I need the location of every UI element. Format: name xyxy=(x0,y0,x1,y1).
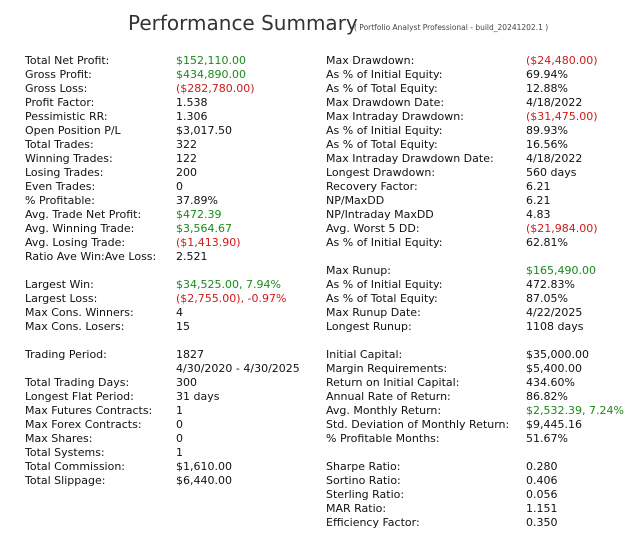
metric-label: Largest Win: xyxy=(25,278,94,291)
metric-label: As % of Initial Equity: xyxy=(326,278,443,291)
metric-value: 31 days xyxy=(176,390,220,403)
metric-value: $472.39 xyxy=(176,208,222,221)
metric-value: 0 xyxy=(176,180,183,193)
metric-value: 0.056 xyxy=(526,488,558,501)
metric-value: 89.93% xyxy=(526,124,568,137)
metric-label: Trading Period: xyxy=(25,348,107,361)
metric-label: Largest Loss: xyxy=(25,292,98,305)
metric-label: Losing Trades: xyxy=(25,166,104,179)
metric-label: Longest Runup: xyxy=(326,320,412,333)
metric-value: $3,017.50 xyxy=(176,124,232,137)
metric-value: 0 xyxy=(176,418,183,431)
build-subtitle: ( Portfolio Analyst Professional - build_20241202.1 ) xyxy=(354,23,549,32)
metric-value: ($1,413.90) xyxy=(176,236,241,249)
metric-label: Total Net Profit: xyxy=(25,54,110,67)
metric-value: $2,532.39, 7.24% xyxy=(526,404,624,417)
metric-label: Initial Capital: xyxy=(326,348,403,361)
metric-value: 1827 xyxy=(176,348,204,361)
metric-label: % Profitable Months: xyxy=(326,432,440,445)
metric-value: 322 xyxy=(176,138,197,151)
metric-value: ($282,780.00) xyxy=(176,82,255,95)
metric-label: Longest Flat Period: xyxy=(25,390,134,403)
metric-value: 0.350 xyxy=(526,516,558,529)
metric-value: 37.89% xyxy=(176,194,218,207)
metric-value: 4/22/2025 xyxy=(526,306,583,319)
page-title: Performance Summary xyxy=(128,11,358,35)
metric-label: Max Cons. Losers: xyxy=(25,320,125,333)
metric-label: Total Trading Days: xyxy=(25,376,130,389)
metric-label: Max Runup: xyxy=(326,264,391,277)
metric-value: ($2,755.00), -0.97% xyxy=(176,292,287,305)
metric-label: Std. Deviation of Monthly Return: xyxy=(326,418,510,431)
metric-label: Avg. Winning Trade: xyxy=(25,222,135,235)
metric-label: Avg. Losing Trade: xyxy=(25,236,126,249)
metric-label: Gross Profit: xyxy=(25,68,92,81)
metric-label: NP/MaxDD xyxy=(326,194,385,207)
metric-label: As % of Initial Equity: xyxy=(326,68,443,81)
metric-value: 122 xyxy=(176,152,197,165)
metric-label: Max Shares: xyxy=(25,432,93,445)
metric-label: Open Position P/L xyxy=(25,124,121,137)
metric-value: $152,110.00 xyxy=(176,54,246,67)
metric-value: $34,525.00, 7.94% xyxy=(176,278,281,291)
metric-label: % Profitable: xyxy=(25,194,95,207)
metric-value: ($24,480.00) xyxy=(526,54,598,67)
metric-value: 1108 days xyxy=(526,320,584,333)
metric-label: Max Intraday Drawdown Date: xyxy=(326,152,494,165)
metric-label: Gross Loss: xyxy=(25,82,88,95)
metric-value: 1.151 xyxy=(526,502,558,515)
metric-value: ($31,475.00) xyxy=(526,110,598,123)
metric-label: Even Trades: xyxy=(25,180,96,193)
metric-value: 560 days xyxy=(526,166,577,179)
metric-label: Profit Factor: xyxy=(25,96,95,109)
metric-label: Margin Requirements: xyxy=(326,362,448,375)
metric-value: $9,445.16 xyxy=(526,418,582,431)
metric-value: 86.82% xyxy=(526,390,568,403)
metric-value: 6.21 xyxy=(526,194,551,207)
metric-value: 1.306 xyxy=(176,110,208,123)
metric-value: 2.521 xyxy=(176,250,208,263)
metric-value: 12.88% xyxy=(526,82,568,95)
metric-value: 0 xyxy=(176,432,183,445)
metric-label: Sharpe Ratio: xyxy=(326,460,401,473)
metric-label: Longest Drawdown: xyxy=(326,166,436,179)
metric-label: Max Runup Date: xyxy=(326,306,421,319)
metric-value: 4/18/2022 xyxy=(526,96,583,109)
metric-label: As % of Total Equity: xyxy=(326,292,438,305)
metric-label: Total Trades: xyxy=(25,138,94,151)
metric-label: Total Systems: xyxy=(25,446,105,459)
metric-value: 6.21 xyxy=(526,180,551,193)
metric-label: Pessimistic RR: xyxy=(25,110,108,123)
metric-label: Sterling Ratio: xyxy=(326,488,405,501)
metric-value: 4/30/2020 - 4/30/2025 xyxy=(176,362,300,375)
metric-value: 4.83 xyxy=(526,208,551,221)
metric-label: Max Drawdown: xyxy=(326,54,415,67)
metric-label: Avg. Monthly Return: xyxy=(326,404,442,417)
metric-value: $165,490.00 xyxy=(526,264,596,277)
metric-value: 1 xyxy=(176,446,183,459)
metric-label: Winning Trades: xyxy=(25,152,113,165)
metric-value: 4 xyxy=(176,306,183,319)
metric-label: Max Drawdown Date: xyxy=(326,96,445,109)
metric-value: 300 xyxy=(176,376,197,389)
metric-value: ($21,984.00) xyxy=(526,222,598,235)
metric-label: Max Intraday Drawdown: xyxy=(326,110,464,123)
metric-value: 4/18/2022 xyxy=(526,152,583,165)
metric-label: As % of Total Equity: xyxy=(326,82,438,95)
metric-label: NP/Intraday MaxDD xyxy=(326,208,434,221)
metric-label: Avg. Worst 5 DD: xyxy=(326,222,420,235)
metric-label: Recovery Factor: xyxy=(326,180,418,193)
metric-value: $6,440.00 xyxy=(176,474,232,487)
metric-label: Total Slippage: xyxy=(25,474,106,487)
metric-value: 200 xyxy=(176,166,197,179)
metric-label: As % of Total Equity: xyxy=(326,138,438,151)
metric-label: Sortino Ratio: xyxy=(326,474,401,487)
metric-label: Max Forex Contracts: xyxy=(25,418,142,431)
metric-value: $3,564.67 xyxy=(176,222,232,235)
metric-value: 434.60% xyxy=(526,376,575,389)
metric-label: Annual Rate of Return: xyxy=(326,390,451,403)
metric-label: Avg. Trade Net Profit: xyxy=(25,208,142,221)
metric-value: 87.05% xyxy=(526,292,568,305)
metric-value: 1 xyxy=(176,404,183,417)
metric-value: 0.280 xyxy=(526,460,558,473)
metric-label: Return on Initial Capital: xyxy=(326,376,460,389)
metric-value: 51.67% xyxy=(526,432,568,445)
metric-label: As % of Initial Equity: xyxy=(326,236,443,249)
metric-value: 0.406 xyxy=(526,474,558,487)
metric-value: 69.94% xyxy=(526,68,568,81)
metric-value: $1,610.00 xyxy=(176,460,232,473)
metric-value: 1.538 xyxy=(176,96,208,109)
metric-label: Max Cons. Winners: xyxy=(25,306,134,319)
metric-value: $35,000.00 xyxy=(526,348,589,361)
metric-value: $5,400.00 xyxy=(526,362,582,375)
metric-label: As % of Initial Equity: xyxy=(326,124,443,137)
metric-label: MAR Ratio: xyxy=(326,502,387,515)
metric-value: 472.83% xyxy=(526,278,575,291)
metric-label: Max Futures Contracts: xyxy=(25,404,153,417)
metric-value: 62.81% xyxy=(526,236,568,249)
metric-label: Efficiency Factor: xyxy=(326,516,420,529)
metric-value: 16.56% xyxy=(526,138,568,151)
metric-value: 15 xyxy=(176,320,190,333)
metric-value: $434,890.00 xyxy=(176,68,246,81)
metric-label: Total Commission: xyxy=(25,460,126,473)
metric-label: Ratio Ave Win:Ave Loss: xyxy=(25,250,157,263)
